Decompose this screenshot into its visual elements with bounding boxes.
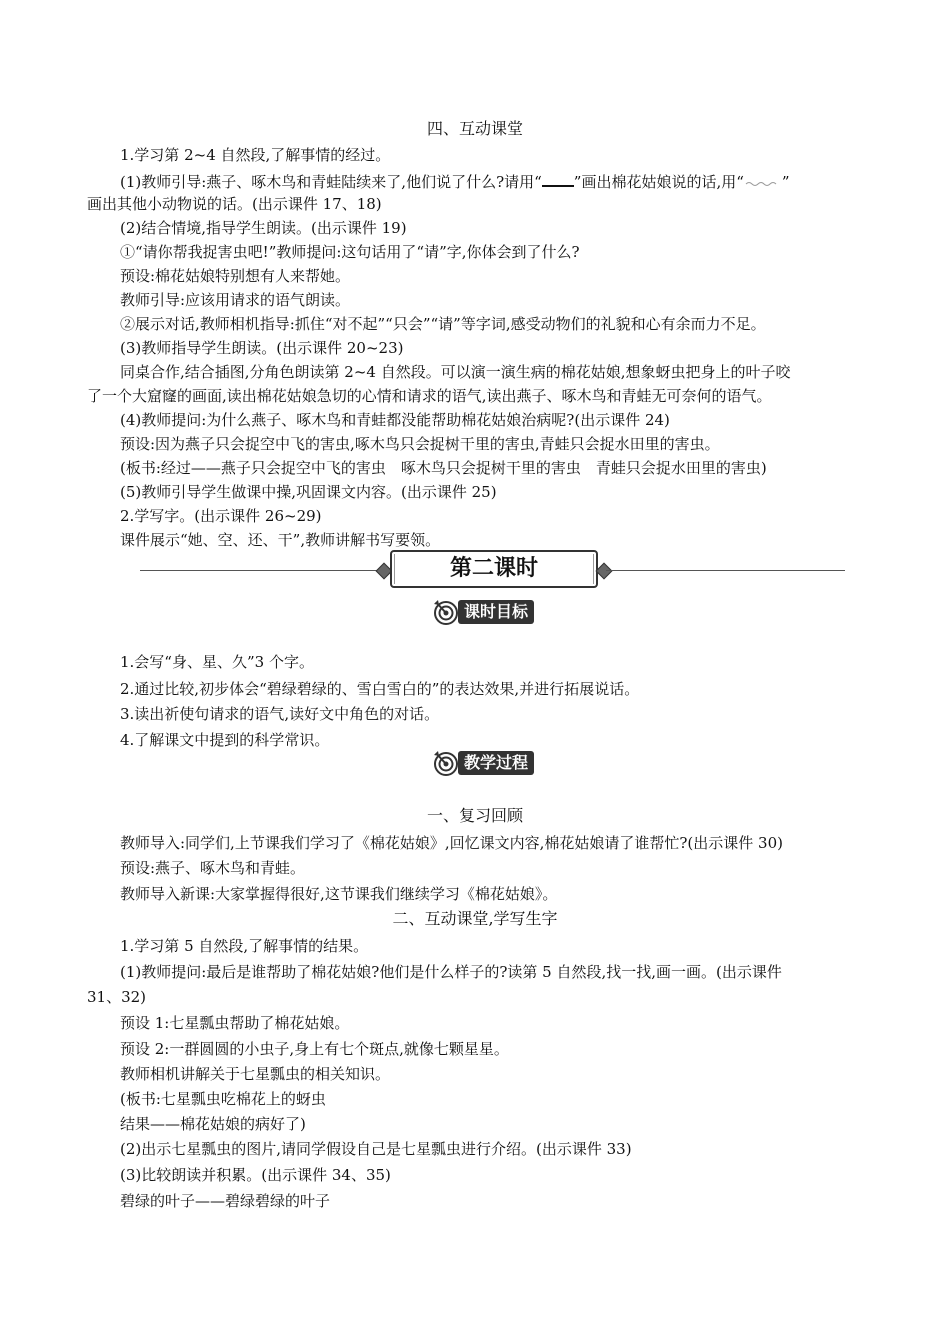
- paragraph-line: 预设:因为燕子只会捉空中飞的害虫,啄木鸟只会捉树干里的害虫,青蛙只会捉水田里的害虫。: [120, 435, 720, 453]
- goal-item: 2.通过比较,初步体会“碧绿碧绿的、雪白雪白的”的表达效果,并进行拓展说话。: [120, 680, 640, 698]
- paragraph-line: 结果——棉花姑娘的病好了): [120, 1115, 306, 1133]
- section-heading: 四、互动课堂: [426, 119, 523, 138]
- paragraph-line: 2.学写字。(出示课件 26~29): [120, 507, 322, 525]
- paragraph-line: ①“请你帮我捉害虫吧!”教师提问:这句话用了“请”字,你体会到了什么?: [120, 243, 580, 261]
- goal-item: 4.了解课文中提到的科学常识。: [120, 731, 330, 749]
- badge-label: 教学过程: [458, 751, 534, 775]
- lesson-divider: [140, 558, 845, 588]
- section-heading: 一、复习回顾: [426, 806, 523, 825]
- target-icon: [432, 749, 460, 777]
- lesson-title: 第二课时: [390, 550, 598, 588]
- paragraph-line: 预设 2:一群圆圆的小虫子,身上有七个斑点,就像七颗星星。: [120, 1040, 509, 1058]
- paragraph-line: 画出其他小动物说的话。(出示课件 17、18): [87, 195, 382, 213]
- paragraph-line: (板书:经过——燕子只会捉空中飞的害虫 啄木鸟只会捉树干里的害虫 青蛙只会捉水田里的害虫): [120, 459, 767, 477]
- paragraph-line: 教师相机讲解关于七星瓢虫的相关知识。: [120, 1065, 391, 1083]
- section-heading: 二、互动课堂,学写生字: [392, 909, 558, 928]
- paragraph-line: 教师导入新课:大家掌握得很好,这节课我们继续学习《棉花姑娘》。: [120, 885, 558, 903]
- paragraph-line: 31、32): [87, 988, 147, 1006]
- paragraph-line: (板书:七星瓢虫吃棉花上的蚜虫: [120, 1090, 326, 1108]
- paragraph-line: (2)出示七星瓢虫的图片,请同学假设自己是七星瓢虫进行介绍。(出示课件 33): [120, 1140, 632, 1158]
- underline-mark: [542, 171, 574, 187]
- paragraph-line: 了一个大窟窿的画面,读出棉花姑娘急切的心情和请求的语气,读出燕子、啄木鸟和青蛙无可奈何的语气。: [87, 387, 772, 405]
- divider-rule: [606, 570, 845, 571]
- paragraph-line: (5)教师引导学生做课中操,巩固课文内容。(出示课件 25): [120, 483, 497, 501]
- paragraph-line: (1)教师引导:燕子、啄木鸟和青蛙陆续来了,他们说了什么?请用“ ”画出棉花姑娘说的话,用“ ”: [120, 173, 790, 191]
- paragraph-line: (3)教师指导学生朗读。(出示课件 20~23): [120, 339, 404, 357]
- paragraph-line: 教师导入:同学们,上节课我们学习了《棉花姑娘》,回忆课文内容,棉花姑娘请了谁帮忙?(出示课件 30): [120, 834, 783, 852]
- paragraph-line: 预设 1:七星瓢虫帮助了棉花姑娘。: [120, 1014, 350, 1032]
- target-icon: [432, 598, 460, 626]
- paragraph-line: (1)教师提问:最后是谁帮助了棉花姑娘?他们是什么样子的?读第 5 自然段,找一找,画一画。(出示课件: [120, 963, 782, 981]
- paragraph-line: ②展示对话,教师相机指导:抓住“对不起”“只会”“请”等字词,感受动物们的礼貌和心有余而力不足。: [120, 315, 766, 333]
- divider-rule: [140, 570, 380, 571]
- paragraph-line: (3)比较朗读并积累。(出示课件 34、35): [120, 1166, 391, 1184]
- paragraph-line: 碧绿的叶子——碧绿碧绿的叶子: [120, 1192, 331, 1210]
- paragraph-line: (2)结合情境,指导学生朗读。(出示课件 19): [120, 219, 407, 237]
- wavy-line-mark: [744, 173, 782, 187]
- goal-item: 3.读出祈使句请求的语气,读好文中角色的对话。: [120, 705, 440, 723]
- paragraph-line: 预设:棉花姑娘特别想有人来帮她。: [120, 267, 351, 285]
- paragraph-line: 教师引导:应该用请求的语气朗读。: [120, 291, 351, 309]
- paragraph-line: (4)教师提问:为什么燕子、啄木鸟和青蛙都没能帮助棉花姑娘治病呢?(出示课件 24): [120, 411, 670, 429]
- diamond-icon: [596, 563, 613, 580]
- paragraph-line: 1.学习第 2~4 自然段,了解事情的经过。: [120, 146, 391, 164]
- paragraph-line: 1.学习第 5 自然段,了解事情的结果。: [120, 937, 369, 955]
- paragraph-line: 课件展示“她、空、还、干”,教师讲解书写要领。: [120, 531, 441, 549]
- badge-label: 课时目标: [458, 600, 534, 624]
- paragraph-line: 同桌合作,结合插图,分角色朗读第 2~4 自然段。可以演一演生病的棉花姑娘,想象蚜虫把身上的叶子咬: [120, 363, 791, 381]
- paragraph-line: 预设:燕子、啄木鸟和青蛙。: [120, 859, 306, 877]
- goal-item: 1.会写“身、星、久”3 个字。: [120, 653, 314, 671]
